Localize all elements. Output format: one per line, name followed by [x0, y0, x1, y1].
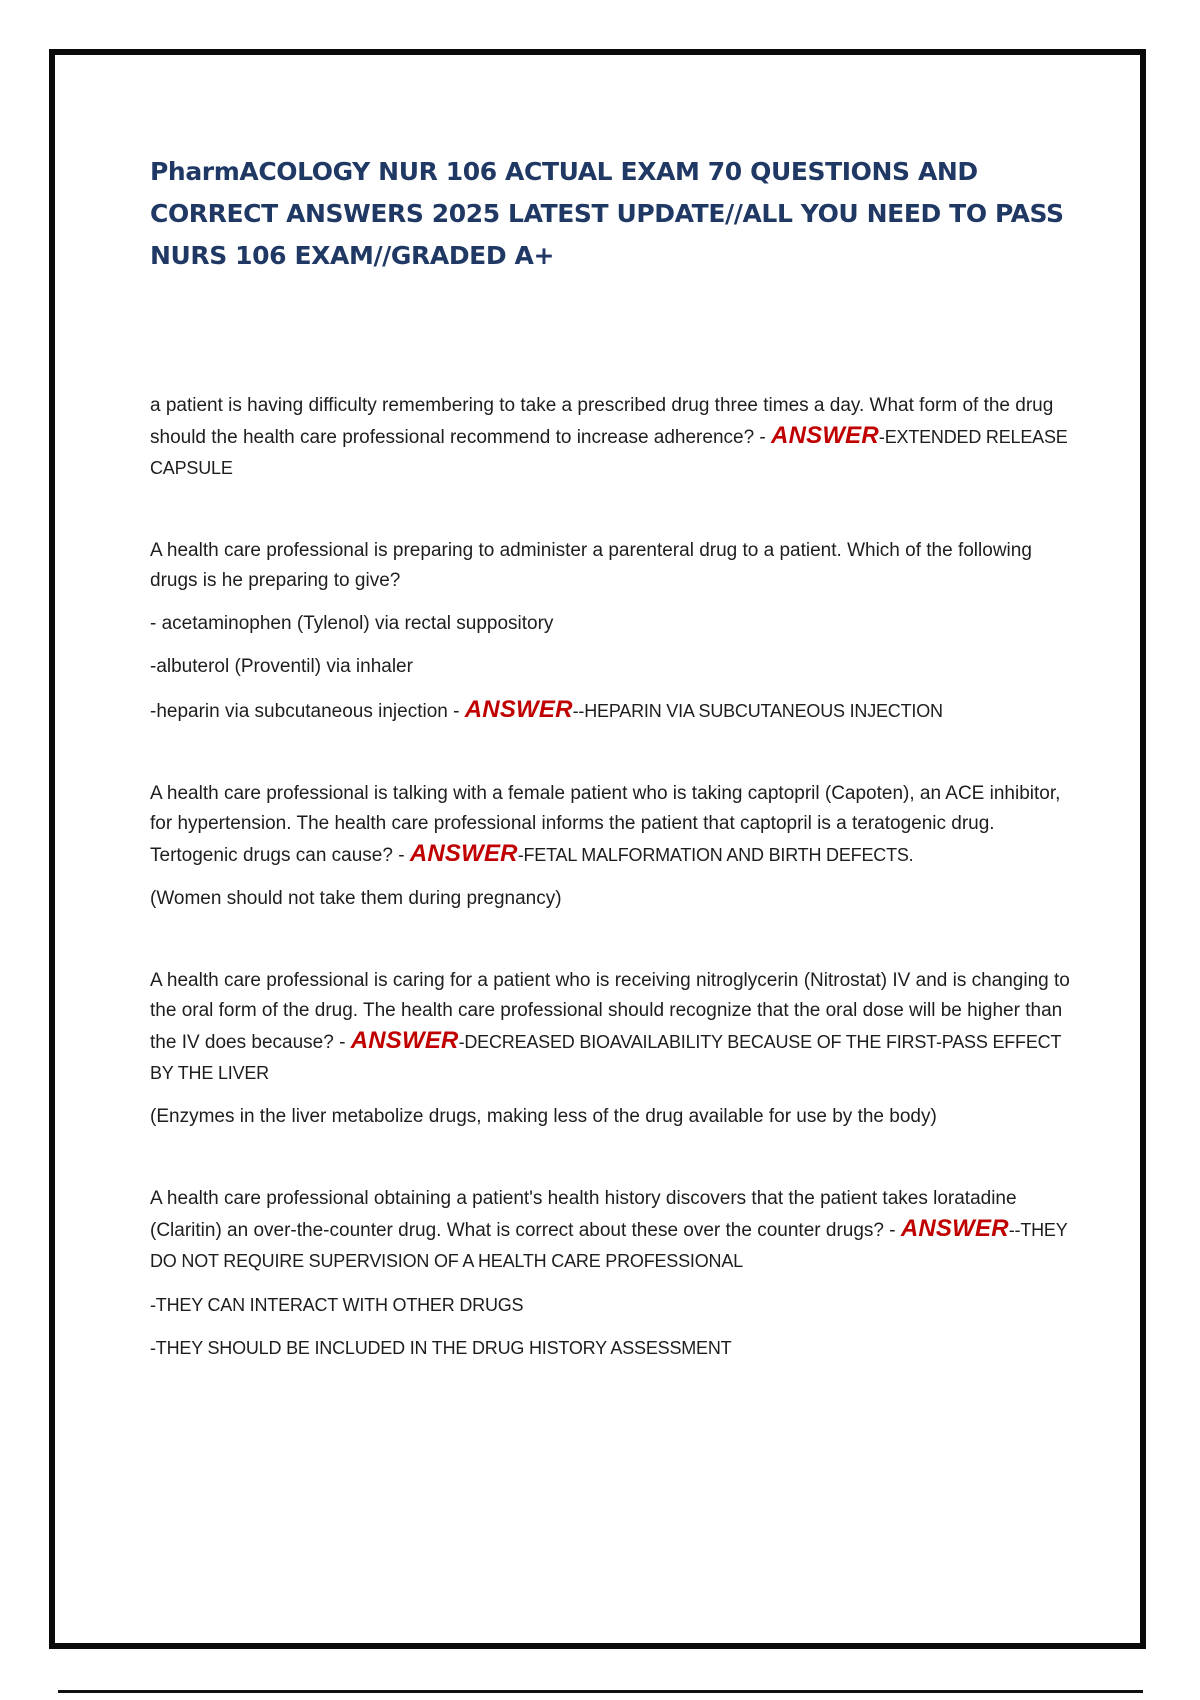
answer-text: --THEY DO NOT REQUIRE SUPERVISION OF A HEALTH CARE PROFESSIONAL — [150, 1220, 1068, 1271]
answer-label: ANSWER — [900, 1215, 1009, 1242]
question-block — [150, 1184, 1070, 1363]
answer-option-text: -heparin via subcutaneous injection - — [150, 701, 460, 722]
question-stem: A health care professional is caring for a patient who is receiving nitroglycerin (Nitrostat) IV and is changing to the oral form of the drug. The health care professional should recognize that the oral dose will be higher than the IV does because? - — [150, 970, 1070, 1053]
question-text — [150, 1184, 1070, 1277]
question-text: A health care professional is preparing to administer a parenteral drug to a patient. Which of the following drugs is he preparing to give? — [150, 540, 1032, 591]
question-list — [150, 391, 1070, 1363]
answer-note: -THEY CAN INTERACT WITH OTHER DRUGS — [150, 1295, 524, 1315]
document-body — [150, 151, 1070, 1415]
page-border — [49, 49, 1146, 1649]
answer-label: ANSWER — [350, 1027, 459, 1054]
question-stem: A health care professional is talking with a female patient who is taking captopril (Capoten), an ACE inhibitor, for hypertension. The health care professional informs the patient that captopril is a teratogenic drug. Tertogenic drugs can cause? - — [150, 783, 1061, 866]
document-title: PharmACOLOGY NUR 106 ACTUAL EXAM 70 QUESTIONS AND CORRECT ANSWERS 2025 LATEST UPDATE//ALL YOU NEED TO PASS NURS 106 EXAM//GRADED A+ — [150, 157, 1064, 270]
question-stem: A health care professional obtaining a patient's health history discovers that the patient takes loratadine (Claritin) an over-the-counter drug. What is correct about these over the counter drugs? - — [150, 1188, 1017, 1241]
question-block — [150, 779, 1070, 914]
answer-label: ANSWER — [771, 422, 879, 449]
question-block — [150, 966, 1070, 1132]
answer-note: (Enzymes in the liver metabolize drugs, making less of the drug available for use by the body) — [150, 1106, 937, 1127]
answer-text: --HEPARIN VIA SUBCUTANEOUS INJECTION — [572, 701, 943, 721]
answer-option: -albuterol (Proventil) via inhaler — [150, 656, 413, 677]
answer-label: ANSWER — [409, 840, 518, 867]
answer-label: ANSWER — [464, 696, 573, 723]
question-block — [150, 391, 1070, 484]
question-text — [150, 779, 1070, 871]
question-block — [150, 536, 1070, 727]
question-text — [150, 966, 1070, 1089]
answer-note: (Women should not take them during pregnancy) — [150, 888, 562, 909]
answer-text: -DECREASED BIOAVAILABILITY BECAUSE OF THE FIRST-PASS EFFECT BY THE LIVER — [150, 1032, 1061, 1083]
answer-note: -THEY SHOULD BE INCLUDED IN THE DRUG HISTORY ASSESSMENT — [150, 1338, 732, 1358]
answer-option: - acetaminophen (Tylenol) via rectal suppository — [150, 613, 554, 634]
answer-text: -FETAL MALFORMATION AND BIRTH DEFECTS. — [517, 845, 914, 865]
question-stem: a patient is having difficulty remembering to take a prescribed drug three times a day. What form of the drug should the health care professional recommend to increase adherence? - — [150, 395, 1054, 448]
question-text — [150, 391, 1070, 484]
answer-text: -EXTENDED RELEASE CAPSULE — [150, 427, 1068, 478]
answer-option — [150, 695, 1070, 727]
footer-divider — [58, 1690, 1143, 1693]
